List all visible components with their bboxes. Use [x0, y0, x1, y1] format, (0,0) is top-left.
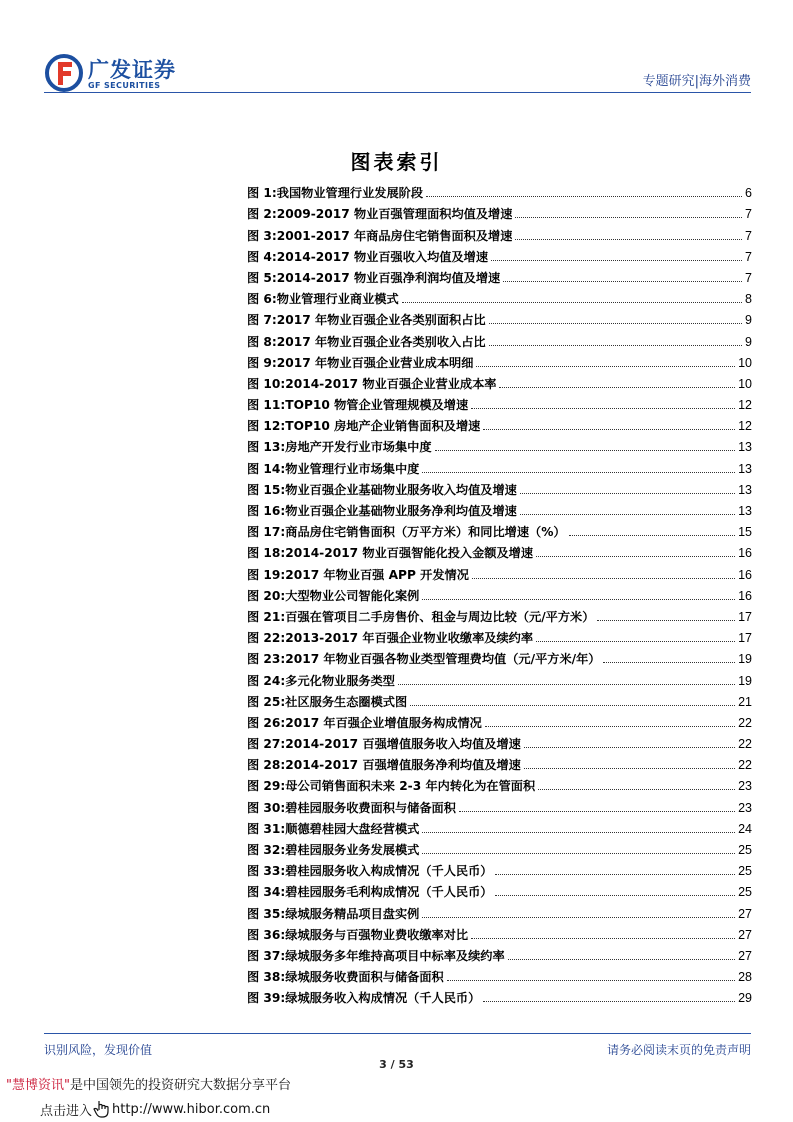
- toc-leader-dots: [495, 895, 735, 896]
- toc-entry-page: 27: [738, 906, 752, 921]
- toc-entry[interactable]: [247, 583, 752, 604]
- toc-leader-dots: [435, 450, 736, 451]
- toc-leader-dots: [503, 281, 742, 282]
- footer-slogan: 识别风险，发现价值: [44, 1043, 153, 1057]
- toc-entry-label: 图 17:: [247, 525, 286, 540]
- toc-entry-page: 15: [738, 525, 752, 540]
- toc-entry-label: 图 6:: [247, 292, 277, 307]
- toc-leader-dots: [471, 938, 735, 939]
- toc-leader-dots: [495, 874, 735, 875]
- toc-entry-title: 绿城服务收入构成情况（千人民币）: [285, 991, 481, 1006]
- toc-entry-page: 9: [745, 334, 752, 349]
- toc-entry-label: 图 13:: [247, 440, 286, 455]
- toc-entry-title: 2014-2017 百强增值服务收入均值及增速: [285, 737, 521, 752]
- toc-entry-title: 物业管理行业商业模式: [276, 292, 399, 307]
- toc-entry-title: 物业管理行业市场集中度: [285, 461, 420, 476]
- toc-entry[interactable]: [247, 498, 752, 519]
- report-category: 专题研究|海外消费: [642, 74, 751, 89]
- toc-entry-title: 碧桂园服务收费面积与储备面积: [285, 800, 456, 815]
- toc-entry-label: 图 8:: [247, 334, 277, 349]
- toc-entry-title: 2017 年物业百强各物业类型管理费均值（元/平方米/年）: [285, 652, 601, 667]
- gf-securities-logo: [44, 52, 174, 94]
- toc-entry-title: 2013-2017 年百强企业物业收缴率及续约率: [285, 631, 534, 646]
- toc-leader-dots: [569, 535, 735, 536]
- toc-entry-label: 图 24:: [247, 673, 286, 688]
- toc-entry[interactable]: [247, 964, 752, 985]
- toc-entry-label: 图 31:: [247, 821, 286, 836]
- toc-entry-label: 图 19:: [247, 567, 286, 582]
- toc-entry-title: 2009-2017 物业百强管理面积均值及增速: [276, 207, 513, 222]
- toc-entry-label: 图 27:: [247, 737, 286, 752]
- watermark-line-2[interactable]: [40, 1099, 270, 1119]
- toc-leader-dots: [447, 980, 735, 981]
- toc-entry[interactable]: [247, 561, 752, 582]
- toc-entry[interactable]: [247, 201, 752, 222]
- toc-entry-label: 图 7:: [247, 313, 277, 328]
- toc-entry-page: 27: [738, 948, 752, 963]
- footer-divider: [44, 1033, 751, 1034]
- toc-entry-title: 母公司销售面积未来 2-3 年内转化为在管面积: [285, 779, 536, 794]
- toc-entry-title: 2014-2017 物业百强收入均值及增速: [276, 249, 489, 264]
- toc-entry[interactable]: [247, 943, 752, 964]
- toc-entry-title: 绿城服务多年维持高项目中标率及续约率: [285, 948, 505, 963]
- toc-entry-title: 绿城服务与百强物业费收缴率对比: [285, 927, 469, 942]
- toc-entry-page: 10: [738, 355, 752, 370]
- toc-entry-page: 21: [738, 694, 752, 709]
- toc-leader-dots: [515, 217, 742, 218]
- toc-leader-dots: [520, 514, 735, 515]
- toc-entry-page: 16: [738, 546, 752, 561]
- toc-entry-label: 图 18:: [247, 546, 286, 561]
- header-divider: [44, 92, 751, 93]
- toc-entry-title: 绿城服务收费面积与储备面积: [285, 970, 444, 985]
- toc-leader-dots: [597, 620, 735, 621]
- toc-entry-title: 2014-2017 物业百强企业营业成本率: [285, 376, 497, 391]
- toc-entry-label: 图 23:: [247, 652, 286, 667]
- toc-entry[interactable]: [247, 773, 752, 794]
- toc-entry-page: 22: [738, 715, 752, 730]
- toc-leader-dots: [508, 959, 735, 960]
- toc-entry-label: 图 16:: [247, 504, 286, 518]
- toc-leader-dots: [603, 662, 735, 663]
- toc-entry-label: 图 11:: [247, 398, 286, 413]
- footer-disclaimer-notice: 请务必阅读末页的免责声明: [606, 1043, 751, 1057]
- toc-entry-label: 图 39:: [247, 991, 286, 1006]
- logo-english-text: GF SECURITIES: [88, 81, 161, 90]
- toc-entry[interactable]: [247, 731, 752, 752]
- toc-entry-label: 图 10:: [247, 376, 286, 391]
- toc-leader-dots: [402, 302, 742, 303]
- toc-leader-dots: [422, 853, 735, 854]
- toc-leader-dots: [422, 832, 735, 833]
- toc-entry-page: 13: [738, 440, 752, 455]
- toc-entry[interactable]: [247, 477, 752, 498]
- toc-entry[interactable]: [247, 900, 752, 921]
- toc-entry-page: 17: [738, 631, 752, 646]
- toc-leader-dots: [422, 599, 735, 600]
- toc-entry[interactable]: [247, 328, 752, 349]
- toc-entry-page: 16: [738, 567, 752, 582]
- toc-leader-dots: [471, 408, 735, 409]
- toc-entry[interactable]: [247, 519, 752, 540]
- toc-entry[interactable]: [247, 222, 752, 243]
- toc-leader-dots: [524, 747, 735, 748]
- toc-entry-label: 图 22:: [247, 631, 286, 646]
- toc-entry-label: 图 29:: [247, 779, 286, 794]
- toc-entry-title: 碧桂园服务收入构成情况（千人民币）: [285, 864, 493, 879]
- toc-entry-page: 16: [738, 588, 752, 603]
- toc-entry[interactable]: [247, 265, 752, 286]
- toc-entry-page: 7: [745, 249, 752, 264]
- toc-leader-dots: [410, 705, 735, 706]
- toc-entry-label: 图 30:: [247, 800, 286, 815]
- toc-entry-title: 2014-2017 物业百强净利润均值及增速: [276, 270, 501, 285]
- toc-entry-label: 图 2:: [247, 207, 277, 222]
- toc-entry[interactable]: [247, 752, 752, 773]
- toc-entry-label: 图 21:: [247, 609, 286, 624]
- toc-entry[interactable]: [247, 413, 752, 434]
- toc-entry-title: 2017 年物业百强 APP 开发情况: [285, 567, 469, 582]
- toc-entry-title: 物业百强企业基础物业服务收入均值及增速: [285, 482, 517, 497]
- toc-entry-title: 绿城服务精品项目盘实例: [285, 906, 420, 921]
- toc-entry-page: 12: [738, 419, 752, 434]
- figure-index-list: [247, 180, 752, 1006]
- toc-entry[interactable]: [247, 350, 752, 371]
- toc-entry-title: 2017 年物业百强企业营业成本明细: [276, 355, 474, 370]
- toc-entry-page: 17: [738, 609, 752, 624]
- toc-leader-dots: [515, 239, 742, 240]
- toc-entry-label: 图 15:: [247, 482, 286, 497]
- toc-entry-label: 图 35:: [247, 906, 286, 921]
- toc-entry-label: 图 34:: [247, 885, 286, 900]
- toc-entry-page: 19: [738, 652, 752, 667]
- toc-entry-page: 13: [738, 461, 752, 476]
- toc-entry-page: 6: [745, 186, 752, 201]
- toc-entry-title: 2014-2017 百强增值服务净利均值及增速: [285, 758, 521, 773]
- toc-entry-title: 2014-2017 物业百强智能化投入金额及增速: [285, 546, 534, 561]
- toc-entry-title: TOP10 物管企业管理规模及增速: [285, 398, 469, 413]
- toc-entry-label: 图 9:: [247, 355, 277, 370]
- toc-entry[interactable]: [247, 540, 752, 561]
- toc-entry[interactable]: [247, 244, 752, 265]
- toc-entry[interactable]: [247, 816, 752, 837]
- toc-leader-dots: [476, 366, 735, 367]
- watermark-url-link[interactable]: http://www.hibor.com.cn: [112, 1101, 271, 1117]
- toc-leader-dots: [499, 387, 735, 388]
- toc-leader-dots: [489, 345, 742, 346]
- toc-entry-page: 25: [738, 864, 752, 879]
- toc-entry-title: 2017 年百强企业增值服务构成情况: [285, 715, 482, 730]
- toc-entry-title: 顺德碧桂园大盘经营模式: [285, 821, 420, 836]
- toc-entry-page: 22: [738, 758, 752, 773]
- toc-entry-page: 8: [745, 292, 752, 307]
- toc-entry-title: 2001-2017 年商品房住宅销售面积及增速: [276, 228, 513, 243]
- toc-leader-dots: [524, 768, 735, 769]
- toc-entry-title: 物业百强企业基础物业服务净利均值及增速: [285, 504, 517, 518]
- toc-entry-page: 10: [738, 376, 752, 391]
- toc-entry-label: 图 36:: [247, 927, 286, 942]
- toc-entry-page: 29: [738, 991, 752, 1006]
- toc-entry[interactable]: [247, 922, 752, 943]
- toc-leader-dots: [426, 196, 742, 197]
- toc-entry[interactable]: [247, 371, 752, 392]
- toc-entry-label: 图 5:: [247, 270, 277, 285]
- toc-leader-dots: [422, 472, 735, 473]
- toc-entry-title: 社区服务生态圈模式图: [285, 694, 408, 709]
- toc-entry-title: 我国物业管理行业发展阶段: [276, 186, 424, 201]
- toc-entry-label: 图 3:: [247, 228, 277, 243]
- toc-entry-title: 碧桂园服务业务发展模式: [285, 843, 420, 857]
- toc-entry[interactable]: [247, 307, 752, 328]
- logo-chinese-text: 广发证券: [88, 58, 176, 82]
- toc-entry[interactable]: [247, 858, 752, 879]
- toc-entry-label: 图 14:: [247, 461, 286, 476]
- page-number: 3 / 53: [379, 1058, 414, 1071]
- toc-leader-dots: [472, 578, 735, 579]
- toc-entry-title: 房地产开发行业市场集中度: [285, 440, 432, 455]
- toc-entry-title: 商品房住宅销售面积（万平方米）和同比增速（%）: [285, 525, 566, 540]
- toc-entry-label: 图 37:: [247, 948, 286, 963]
- toc-entry[interactable]: [247, 646, 752, 667]
- watermark-prefix: 点击进入: [40, 1103, 93, 1119]
- toc-leader-dots: [536, 641, 735, 642]
- toc-leader-dots: [520, 493, 735, 494]
- toc-entry-label: 图 38:: [247, 970, 286, 985]
- toc-entry-page: 7: [745, 228, 752, 243]
- toc-entry-page: 24: [738, 821, 752, 836]
- toc-entry-title: 多元化物业服务类型: [285, 673, 395, 688]
- toc-entry[interactable]: [247, 710, 752, 731]
- toc-leader-dots: [398, 684, 735, 685]
- toc-leader-dots: [538, 789, 735, 790]
- hand-cursor-icon: [93, 1099, 111, 1119]
- toc-leader-dots: [422, 917, 735, 918]
- toc-entry-page: 22: [738, 737, 752, 752]
- page-header: [0, 0, 793, 100]
- toc-leader-dots: [483, 1001, 735, 1002]
- toc-entry-page: 23: [738, 800, 752, 815]
- toc-entry-title: 2017 年物业百强企业各类别面积占比: [276, 313, 486, 328]
- toc-leader-dots: [536, 556, 735, 557]
- toc-entry[interactable]: [247, 985, 752, 1006]
- toc-entry-label: 图 12:: [247, 419, 286, 434]
- toc-entry-page: 27: [738, 927, 752, 942]
- toc-entry[interactable]: [247, 286, 752, 307]
- toc-entry-page: 19: [738, 673, 752, 688]
- gf-logo-icon: [44, 52, 84, 92]
- toc-entry-label: 图 4:: [247, 249, 277, 264]
- toc-leader-dots: [491, 260, 742, 261]
- toc-entry-title: TOP10 房地产企业销售面积及增速: [285, 419, 481, 434]
- toc-entry-page: 25: [738, 885, 752, 900]
- toc-entry-page: 23: [738, 779, 752, 794]
- toc-entry-label: 图 1:: [247, 186, 277, 201]
- watermark-line-1: [6, 1074, 291, 1093]
- toc-entry[interactable]: [247, 794, 752, 815]
- toc-leader-dots: [485, 726, 735, 727]
- toc-entry-label: 图 32:: [247, 843, 286, 857]
- toc-entry-label: 图 28:: [247, 758, 286, 773]
- watermark-text: 是中国领先的投资研究大数据分享平台: [69, 1078, 291, 1093]
- toc-entry-page: 13: [738, 482, 752, 497]
- toc-entry-label: 图 20:: [247, 588, 286, 603]
- toc-entry[interactable]: [247, 455, 752, 476]
- toc-entry-page: 25: [738, 843, 752, 857]
- watermark-brand: "慧博资讯": [6, 1078, 70, 1093]
- toc-entry-title: 碧桂园服务毛利构成情况（千人民币）: [285, 885, 493, 900]
- toc-entry[interactable]: [247, 837, 752, 858]
- toc-entry[interactable]: [247, 180, 752, 201]
- toc-entry-page: 13: [738, 504, 752, 518]
- toc-entry-page: 12: [738, 398, 752, 413]
- toc-entry-title: 大型物业公司智能化案例: [285, 588, 420, 603]
- toc-entry[interactable]: [247, 879, 752, 900]
- toc-entry-title: 2017 年物业百强企业各类别收入占比: [276, 334, 486, 349]
- toc-entry[interactable]: [247, 689, 752, 710]
- toc-entry-label: 图 33:: [247, 864, 286, 879]
- toc-entry[interactable]: [247, 434, 752, 455]
- toc-entry[interactable]: [247, 667, 752, 688]
- toc-leader-dots: [459, 811, 735, 812]
- toc-entry-page: 9: [745, 313, 752, 328]
- toc-entry-title: 百强在管项目二手房售价、租金与周边比较（元/平方米）: [285, 609, 595, 624]
- toc-entry-page: 28: [738, 970, 752, 985]
- toc-leader-dots: [483, 429, 735, 430]
- toc-title: 图表索引: [350, 150, 443, 174]
- toc-entry[interactable]: [247, 604, 752, 625]
- toc-leader-dots: [489, 323, 742, 324]
- toc-entry-label: 图 26:: [247, 715, 286, 730]
- toc-entry-page: 7: [745, 270, 752, 285]
- toc-entry-page: 7: [745, 207, 752, 222]
- toc-entry[interactable]: [247, 625, 752, 646]
- toc-entry[interactable]: [247, 392, 752, 413]
- toc-entry-label: 图 25:: [247, 694, 286, 709]
